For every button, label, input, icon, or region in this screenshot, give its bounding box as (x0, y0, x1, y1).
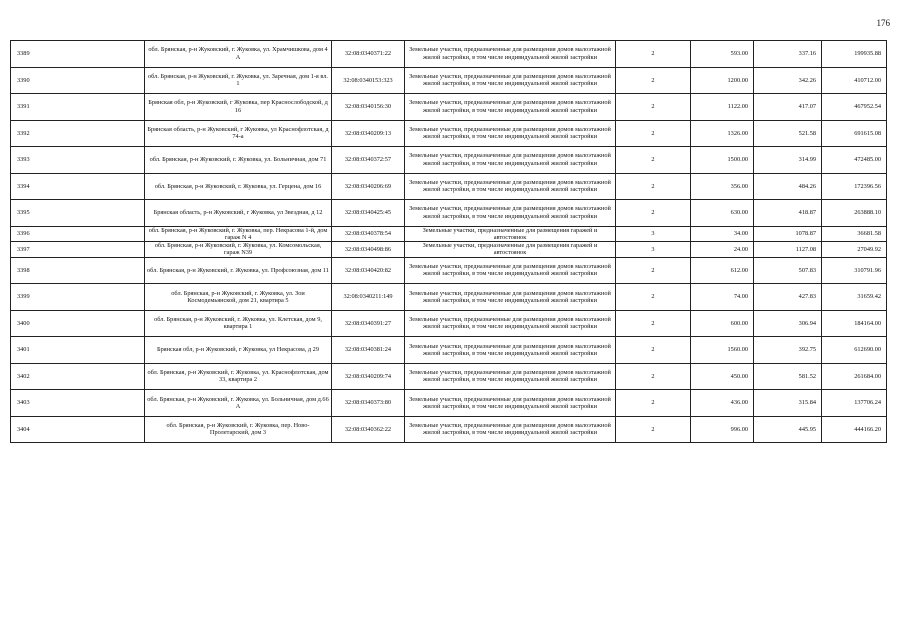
address-cell: обл. Брянская, р-н Жуковский, г. Жуковка, ул. Профсоюзная, дом 11 (145, 257, 332, 284)
cadastral-value-cell: 472485.00 (822, 147, 887, 174)
cadastral-number-cell: 32:08:0340378:54 (332, 226, 405, 242)
unit-value-cell: 1127.08 (754, 242, 822, 258)
category-cell: 2 (616, 310, 691, 337)
row-number: 3395 (11, 200, 145, 227)
cadastral-value-cell: 184164.00 (822, 310, 887, 337)
permitted-use-cell: Земельные участки, предназначенные для размещения домов малоэтажной жилой застройки, в том числе индивидуальной жилой застройки (405, 363, 616, 390)
table-row (11, 390, 887, 417)
cadastral-value-cell: 612690.00 (822, 337, 887, 364)
cadastral-value-cell: 27049.92 (822, 242, 887, 258)
unit-value-cell: 417.07 (754, 94, 822, 121)
cadastral-value-cell: 31659.42 (822, 284, 887, 311)
cadastral-value-cell: 36681.58 (822, 226, 887, 242)
unit-value-cell: 315.84 (754, 390, 822, 417)
table-row (11, 94, 887, 121)
address-cell: обл. Брянская, р-н Жуковский, г. Жуковка, ул. Герцена, дом 16 (145, 173, 332, 200)
category-cell: 2 (616, 67, 691, 94)
address-cell: обл. Брянская, р-н Жуковский, г. Жуковка, ул. Комсомольская, гараж N39 (145, 242, 332, 258)
row-number: 3398 (11, 257, 145, 284)
area-cell: 1326.00 (691, 120, 754, 147)
unit-value-cell: 1078.87 (754, 226, 822, 242)
cadastral-number-cell: 32:08:0340156:30 (332, 94, 405, 121)
cadastral-value-cell: 410712.00 (822, 67, 887, 94)
cadastral-number-cell: 32:08:0340498:86 (332, 242, 405, 258)
category-cell: 2 (616, 147, 691, 174)
row-number: 3390 (11, 67, 145, 94)
permitted-use-cell: Земельные участки, предназначенные для размещения домов малоэтажной жилой застройки, в том числе индивидуальной жилой застройки (405, 337, 616, 364)
unit-value-cell: 445.95 (754, 416, 822, 443)
area-cell: 356.00 (691, 173, 754, 200)
row-number: 3402 (11, 363, 145, 390)
page-number: 176 (876, 18, 890, 28)
category-cell: 2 (616, 200, 691, 227)
unit-value-cell: 581.52 (754, 363, 822, 390)
category-cell: 2 (616, 41, 691, 68)
address-cell: Брянская обл, р-н Жуковский, г Жуковка, ул Некрасова, д 29 (145, 337, 332, 364)
permitted-use-cell: Земельные участки, предназначенные для размещения домов малоэтажной жилой застройки, в том числе индивидуальной жилой застройки (405, 67, 616, 94)
cadastral-number-cell: 32:08:0340381:24 (332, 337, 405, 364)
table-row (11, 363, 887, 390)
address-cell: обл. Брянская, р-н Жуковский, г. Жуковка, ул. Больничная, дом 71 (145, 147, 332, 174)
table-row (11, 242, 887, 258)
cadastral-value-cell: 467952.54 (822, 94, 887, 121)
category-cell: 3 (616, 242, 691, 258)
table-row (11, 173, 887, 200)
row-number: 3389 (11, 41, 145, 68)
cadastral-number-cell: 32:08:0340372:57 (332, 147, 405, 174)
area-cell: 600.00 (691, 310, 754, 337)
address-cell: обл. Брянская, р-н Жуковский, г. Жуковка, ул. Клетская, дом 9, квартира 1 (145, 310, 332, 337)
area-cell: 630.00 (691, 200, 754, 227)
area-cell: 1560.00 (691, 337, 754, 364)
address-cell: обл. Брянская, р-н Жуковский, г. Жуковка, ул. Краснофлотская, дом 33, квартира 2 (145, 363, 332, 390)
table-row (11, 41, 887, 68)
permitted-use-cell: Земельные участки, предназначенные для размещения домов малоэтажной жилой застройки, в том числе индивидуальной жилой застройки (405, 200, 616, 227)
row-number: 3393 (11, 147, 145, 174)
address-cell: Брянская обл, р-н Жуковский, г Жуковка, пер Краснослободской, д 16 (145, 94, 332, 121)
category-cell: 2 (616, 257, 691, 284)
unit-value-cell: 427.83 (754, 284, 822, 311)
table-row (11, 416, 887, 443)
table-row (11, 257, 887, 284)
cadastral-value-cell: 199935.88 (822, 41, 887, 68)
table-row (11, 226, 887, 242)
cadastral-number-cell: 32:08:0340206:69 (332, 173, 405, 200)
cadastral-number-cell: 32:08:0340420:82 (332, 257, 405, 284)
table-row (11, 337, 887, 364)
unit-value-cell: 418.87 (754, 200, 822, 227)
area-cell: 34.00 (691, 226, 754, 242)
cadastral-number-cell: 32:08:0340362:22 (332, 416, 405, 443)
area-cell: 1122.00 (691, 94, 754, 121)
area-cell: 1200.00 (691, 67, 754, 94)
row-number: 3404 (11, 416, 145, 443)
address-cell: Брянская область, р-н Жуковский, г Жуковка, ул Краснофлотская, д 74-а (145, 120, 332, 147)
table-row (11, 200, 887, 227)
cadastral-number-cell: 32:08:0340371:22 (332, 41, 405, 68)
unit-value-cell: 342.26 (754, 67, 822, 94)
row-number: 3403 (11, 390, 145, 417)
category-cell: 2 (616, 284, 691, 311)
table-row (11, 147, 887, 174)
area-cell: 450.00 (691, 363, 754, 390)
address-cell: обл. Брянская, р-н Жуковский, г. Жуковка, пер. Некрасова 1-й, дом гараж N 4 (145, 226, 332, 242)
cadastral-value-cell: 263888.10 (822, 200, 887, 227)
cadastral-number-cell: 32:08:0340425:45 (332, 200, 405, 227)
category-cell: 2 (616, 363, 691, 390)
area-cell: 612.00 (691, 257, 754, 284)
permitted-use-cell: Земельные участки, предназначенные для размещения гаражей и автостоянок (405, 226, 616, 242)
category-cell: 2 (616, 390, 691, 417)
area-cell: 24.00 (691, 242, 754, 258)
category-cell: 2 (616, 120, 691, 147)
unit-value-cell: 392.75 (754, 337, 822, 364)
cadastral-value-cell: 137706.24 (822, 390, 887, 417)
cadastral-number-cell: 32:08:0340211:149 (332, 284, 405, 311)
area-cell: 436.00 (691, 390, 754, 417)
unit-value-cell: 484.26 (754, 173, 822, 200)
address-cell: обл. Брянская, р-н Жуковский, г. Жуковка, пер. Ново-Пролетарский, дом 3 (145, 416, 332, 443)
permitted-use-cell: Земельные участки, предназначенные для размещения домов малоэтажной жилой застройки, в том числе индивидуальной жилой застройки (405, 120, 616, 147)
row-number: 3392 (11, 120, 145, 147)
row-number: 3394 (11, 173, 145, 200)
permitted-use-cell: Земельные участки, предназначенные для размещения домов малоэтажной жилой застройки, в том числе индивидуальной жилой застройки (405, 284, 616, 311)
row-number: 3397 (11, 242, 145, 258)
permitted-use-cell: Земельные участки, предназначенные для размещения домов малоэтажной жилой застройки, в том числе индивидуальной жилой застройки (405, 147, 616, 174)
permitted-use-cell: Земельные участки, предназначенные для размещения домов малоэтажной жилой застройки, в том числе индивидуальной жилой застройки (405, 94, 616, 121)
permitted-use-cell: Земельные участки, предназначенные для размещения домов малоэтажной жилой застройки, в том числе индивидуальной жилой застройки (405, 257, 616, 284)
area-cell: 593.00 (691, 41, 754, 68)
category-cell: 2 (616, 94, 691, 121)
row-number: 3400 (11, 310, 145, 337)
permitted-use-cell: Земельные участки, предназначенные для размещения домов малоэтажной жилой застройки, в том числе индивидуальной жилой застройки (405, 310, 616, 337)
permitted-use-cell: Земельные участки, предназначенные для размещения домов малоэтажной жилой застройки, в том числе индивидуальной жилой застройки (405, 390, 616, 417)
category-cell: 2 (616, 337, 691, 364)
unit-value-cell: 306.94 (754, 310, 822, 337)
cadastral-value-cell: 261684.00 (822, 363, 887, 390)
permitted-use-cell: Земельные участки, предназначенные для размещения гаражей и автостоянок (405, 242, 616, 258)
unit-value-cell: 507.83 (754, 257, 822, 284)
cadastral-number-cell: 32:08:0340209:13 (332, 120, 405, 147)
row-number: 3401 (11, 337, 145, 364)
address-cell: обл. Брянская, р-н Жуковский, г. Жуковка, ул. Больничная, дом д.66 А (145, 390, 332, 417)
address-cell: обл. Брянская, р-н Жуковский, г. Жуковка, ул. Храмчишкова, дом 4 А (145, 41, 332, 68)
table-row (11, 284, 887, 311)
cadastral-value-cell: 444166.20 (822, 416, 887, 443)
unit-value-cell: 521.58 (754, 120, 822, 147)
category-cell: 2 (616, 173, 691, 200)
address-cell: обл. Брянская, р-н Жуковский, г. Жуковка, ул. Заречная, дом 1-я вл. 1 (145, 67, 332, 94)
cadastral-value-cell: 310791.96 (822, 257, 887, 284)
area-cell: 1500.00 (691, 147, 754, 174)
row-number: 3391 (11, 94, 145, 121)
unit-value-cell: 314.99 (754, 147, 822, 174)
cadastral-value-table (10, 40, 887, 443)
address-cell: обл. Брянская, р-н Жуковский, г. Жуковка, ул. Зои Космодемьянской, дом 21, квартира 5 (145, 284, 332, 311)
permitted-use-cell: Земельные участки, предназначенные для размещения домов малоэтажной жилой застройки, в том числе индивидуальной жилой застройки (405, 41, 616, 68)
area-cell: 996.00 (691, 416, 754, 443)
area-cell: 74.00 (691, 284, 754, 311)
table-row (11, 310, 887, 337)
cadastral-value-cell: 691615.08 (822, 120, 887, 147)
cadastral-value-cell: 172396.56 (822, 173, 887, 200)
category-cell: 2 (616, 416, 691, 443)
cadastral-number-cell: 32:08:0340209:74 (332, 363, 405, 390)
row-number: 3399 (11, 284, 145, 311)
cadastral-number-cell: 32:08:0340153:323 (332, 67, 405, 94)
category-cell: 3 (616, 226, 691, 242)
unit-value-cell: 337.16 (754, 41, 822, 68)
address-cell: Брянская область, р-н Жуковский, г Жуковка, ул Звездная, д 12 (145, 200, 332, 227)
table-row (11, 120, 887, 147)
permitted-use-cell: Земельные участки, предназначенные для размещения домов малоэтажной жилой застройки, в том числе индивидуальной жилой застройки (405, 173, 616, 200)
cadastral-number-cell: 32:08:0340373:80 (332, 390, 405, 417)
table-row (11, 67, 887, 94)
permitted-use-cell: Земельные участки, предназначенные для размещения домов малоэтажной жилой застройки, в том числе индивидуальной жилой застройки (405, 416, 616, 443)
cadastral-number-cell: 32:08:0340391:27 (332, 310, 405, 337)
row-number: 3396 (11, 226, 145, 242)
